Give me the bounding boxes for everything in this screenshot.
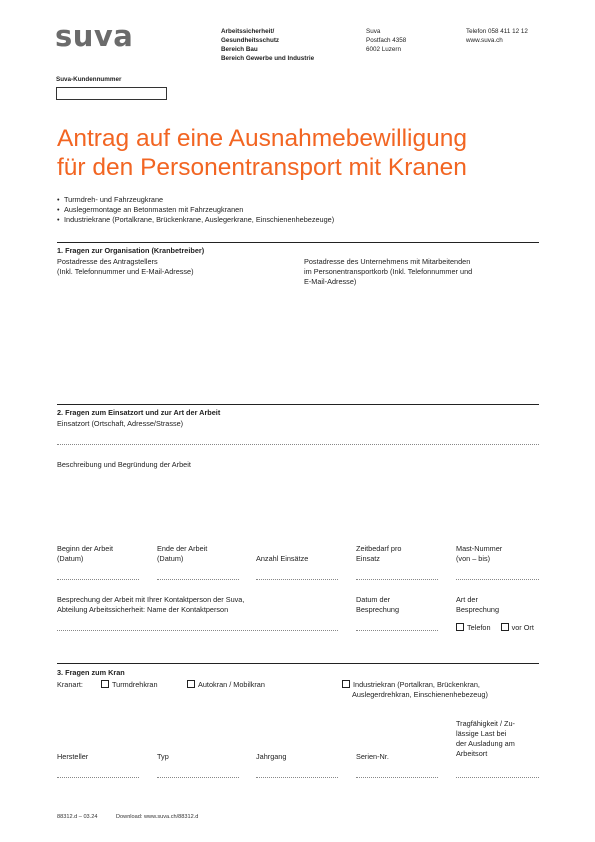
company-address-field[interactable] — [304, 292, 539, 398]
label-line: Postadresse des Antragstellers — [57, 257, 158, 266]
customer-number-field[interactable] — [56, 87, 167, 100]
list-item: • Turmdreh- und Fahrzeugkrane — [57, 195, 537, 205]
serial-number-label: Serien-Nr. — [356, 752, 389, 761]
location-label: Einsatzort (Ortschaft, Adresse/Strasse) — [57, 419, 184, 428]
section-divider — [57, 242, 539, 243]
industrial-crane-label: Industriekran (Portalkran, Brückenkran, — [353, 680, 480, 689]
section3-heading: 3. Fragen zum Kran — [57, 668, 125, 677]
capacity-field[interactable] — [456, 777, 539, 778]
label-line: Art der — [456, 595, 478, 604]
header-phone: Telefon 058 411 12 12 — [466, 28, 528, 35]
header-dept-line: Gesundheitsschutz — [221, 37, 280, 44]
description-label: Beschreibung und Begründung der Arbeit — [57, 460, 191, 469]
description-field[interactable] — [57, 472, 539, 538]
label-line: Ende der Arbeit — [157, 544, 208, 553]
vor-ort-checkbox[interactable] — [501, 623, 509, 631]
mobile-crane-checkbox[interactable] — [187, 680, 195, 688]
label-line: lässige Last bei — [456, 729, 507, 738]
serial-number-field[interactable] — [356, 777, 438, 778]
meeting-contact-label — [57, 595, 244, 615]
label-line: Besprechung der Arbeit mit Ihrer Kontaktperson der Suva, — [57, 595, 245, 604]
header-dept-line: Bereich Bau — [221, 46, 258, 53]
time-required-field[interactable] — [356, 579, 438, 580]
label-line: Anzahl Einsätze — [256, 554, 309, 563]
end-date-field[interactable] — [157, 579, 239, 580]
label-line: (Inkl. Telefonnummer und E-Mail-Adresse) — [57, 267, 194, 276]
label-line: der Ausladung am — [456, 739, 515, 748]
mast-number-label — [456, 544, 502, 564]
label-line: Tragfähigkeit / Zu- — [456, 719, 515, 728]
label-line: (Datum) — [157, 554, 184, 563]
download-link[interactable]: Download: www.suva.ch/88312.d — [116, 814, 199, 820]
form-code: 88312.d – 03.24 — [57, 814, 98, 820]
label-line: Zeitbedarf pro — [356, 544, 402, 553]
label-line: Postadresse des Unternehmens mit Mitarbeitenden — [304, 257, 471, 266]
label-line — [256, 544, 308, 554]
company-address-label — [304, 257, 472, 287]
header-address-line: Postfach 4358 — [366, 37, 407, 44]
mobile-crane-option[interactable] — [187, 680, 265, 690]
mobile-crane-label: Autokran / Mobilkran — [198, 680, 265, 689]
end-date-label — [157, 544, 207, 564]
industrial-crane-option[interactable] — [342, 680, 488, 700]
header-department — [221, 27, 314, 63]
meeting-type-label — [456, 595, 499, 615]
industrial-crane-label-cont: Auslegerdrehkran, Einschienenhebezeug) — [352, 690, 488, 699]
page-title — [57, 124, 577, 182]
section-divider — [57, 663, 539, 664]
label-line: Arbeitsort — [456, 749, 488, 758]
list-item: • Industriekrane (Portalkrane, Brückenkrane, Auslegerkrane, Einschienenhebezeuge) — [57, 215, 537, 225]
label-line: (Datum) — [57, 554, 84, 563]
year-label: Jahrgang — [256, 752, 287, 761]
meeting-contact-field[interactable] — [57, 630, 338, 631]
capacity-label — [456, 719, 515, 759]
title-line: Antrag auf eine Ausnahmebewilligung — [57, 125, 467, 152]
manufacturer-field[interactable] — [57, 777, 139, 778]
section2-heading: 2. Fragen zum Einsatzort und zur Art der Arbeit — [57, 408, 221, 417]
header-dept-line: Arbeitssicherheit/ — [221, 28, 275, 35]
type-field[interactable] — [157, 777, 239, 778]
title-line: für den Personentransport mit Kranen — [57, 154, 467, 181]
header-website[interactable]: www.suva.ch — [466, 37, 503, 44]
label-line: Besprechung — [356, 605, 400, 614]
label-line: Mast-Nummer — [456, 544, 503, 553]
telefon-label: Telefon — [467, 623, 491, 632]
vor-ort-option[interactable] — [501, 623, 534, 632]
meeting-date-field[interactable] — [356, 630, 438, 631]
start-date-label — [57, 544, 113, 564]
header-address-line: Suva — [366, 28, 381, 35]
tower-crane-checkbox[interactable] — [101, 680, 109, 688]
label-line: Datum der — [356, 595, 391, 604]
applicant-address-label — [57, 257, 194, 277]
label-line: (von – bis) — [456, 554, 491, 563]
header-dept-line: Bereich Gewerbe und Industrie — [221, 55, 315, 62]
manufacturer-label: Hersteller — [57, 752, 89, 761]
crane-type-label: Kranart: — [57, 680, 83, 689]
label-line: Einsatz — [356, 554, 380, 563]
count-field[interactable] — [256, 579, 338, 580]
applicant-address-field[interactable] — [57, 280, 293, 398]
section-divider — [57, 404, 539, 405]
customer-number-label: Suva-Kundennummer — [56, 76, 122, 83]
vor-ort-label: vor Ort — [511, 623, 534, 632]
location-field[interactable] — [57, 444, 539, 445]
label-line: im Personentransportkorb (Inkl. Telefonnummer und — [304, 267, 473, 276]
count-label — [256, 544, 308, 564]
header-contact — [466, 27, 528, 45]
crane-type-list — [57, 195, 537, 225]
meeting-type-options — [456, 623, 534, 633]
label-line: E-Mail-Adresse) — [304, 277, 357, 286]
time-required-label — [356, 544, 401, 564]
telefon-option[interactable] — [456, 623, 491, 632]
year-field[interactable] — [256, 777, 338, 778]
type-label: Typ — [157, 752, 169, 761]
list-item: • Auslegermontage an Betonmasten mit Fahrzeugkranen — [57, 205, 537, 215]
label-line: Beginn der Arbeit — [57, 544, 113, 553]
header-address-line: 6002 Luzern — [366, 46, 402, 53]
industrial-crane-checkbox[interactable] — [342, 680, 350, 688]
mast-number-field[interactable] — [456, 579, 539, 580]
telefon-checkbox[interactable] — [456, 623, 464, 631]
label-line: Besprechung — [456, 605, 500, 614]
tower-crane-option[interactable] — [101, 680, 158, 690]
label-line: Abteilung Arbeitssicherheit: Name der Kontaktperson — [57, 605, 229, 614]
suva-logo: suva — [55, 19, 134, 53]
meeting-date-label — [356, 595, 399, 615]
header-address — [366, 27, 406, 54]
start-date-field[interactable] — [57, 579, 139, 580]
tower-crane-label: Turmdrehkran — [112, 680, 158, 689]
section1-heading: 1. Fragen zur Organisation (Kranbetreiber) — [57, 246, 205, 255]
